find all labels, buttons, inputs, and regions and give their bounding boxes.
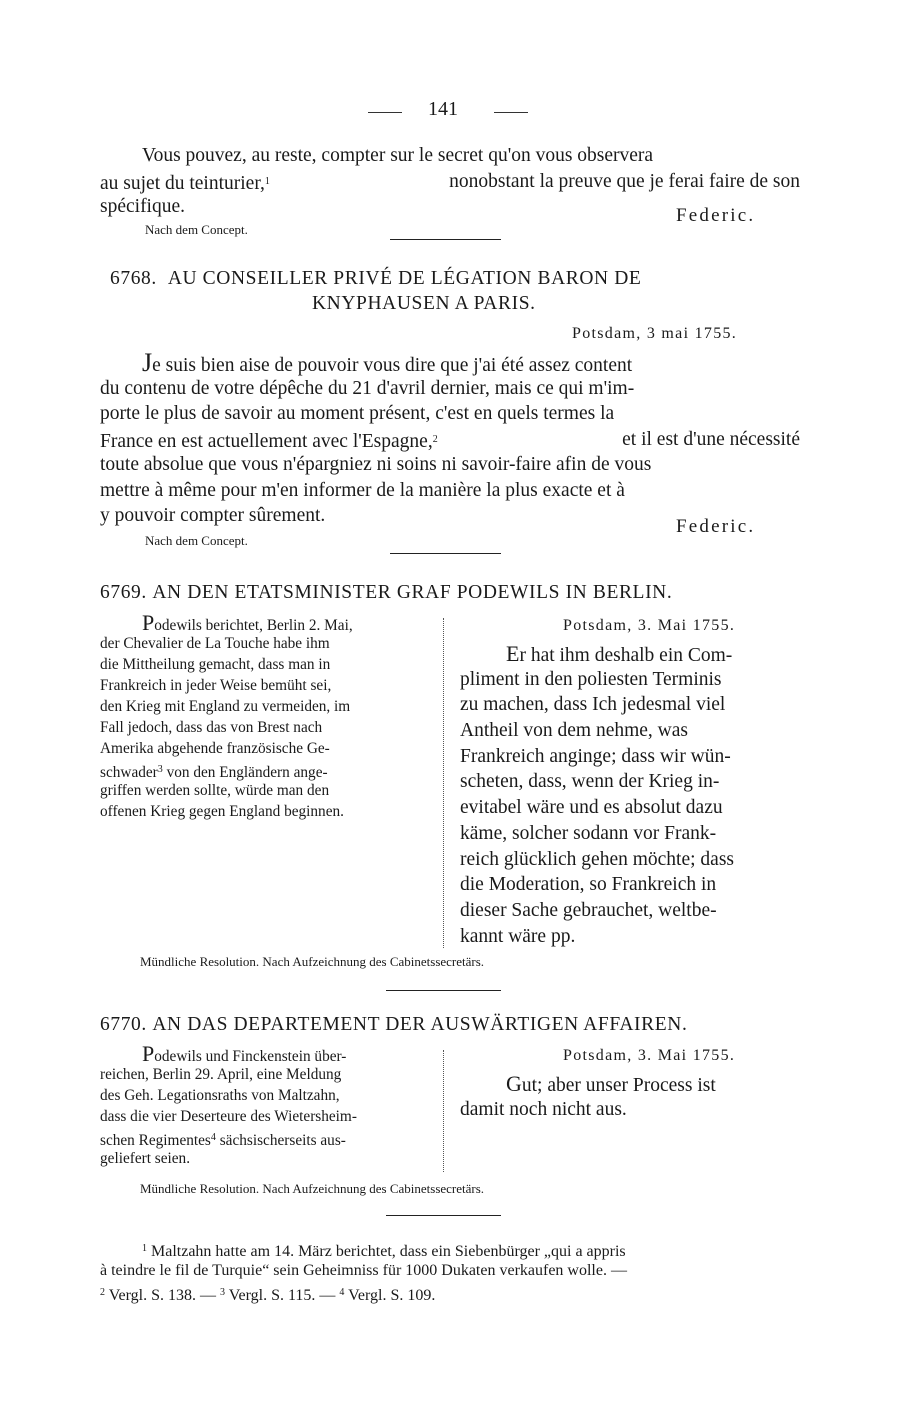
footnote-number: 2: [100, 1287, 105, 1298]
paragraph-line: e suis bien aise de pouvoir vous dire que j'ai été assez content: [152, 355, 633, 376]
footnote-line: Vergl. S. 109.: [348, 1287, 436, 1304]
signature: Federic.: [676, 516, 756, 537]
letter-heading: [110, 268, 641, 290]
letter-number: 6770.: [100, 1014, 147, 1035]
letter-title-line2: KNYPHAUSEN A PARIS.: [312, 293, 536, 314]
summary-line: der Chevalier de La Touche habe ihm: [100, 635, 330, 652]
paragraph-line: porte le plus de savoir au moment présent, c'est en quels termes la: [100, 403, 615, 424]
footnote-marker: 3: [157, 764, 163, 775]
resolution-column: [460, 641, 800, 949]
paragraph-line: toute absolue que vous n'épargniez ni soins ni savoir-faire afin de vous: [100, 454, 652, 475]
summary-column: [100, 1043, 432, 1169]
resolution-column: [460, 1071, 800, 1122]
summary-line: schen Regimentes: [100, 1132, 211, 1149]
section-divider: [386, 990, 501, 991]
resolution-line: pliment in den poliesten Terminis: [460, 668, 722, 690]
resolution-line: damit noch nicht aus.: [460, 1098, 627, 1120]
summary-column: [100, 612, 432, 822]
summary-line: griffen werden sollte, würde man den: [100, 782, 330, 799]
initial-letter: P: [142, 1041, 155, 1066]
footnote-line: Vergl. S. 138. —: [108, 1287, 216, 1304]
initial-letter: G: [506, 1071, 522, 1096]
section-divider: [390, 553, 501, 554]
paragraph-line: Vous pouvez, au reste, compter sur le secret qu'on vous observera: [142, 145, 654, 166]
letter-number: 6769.: [100, 582, 147, 603]
summary-line: den Krieg mit England zu vermeiden, im: [100, 698, 351, 715]
resolution-line: kannt wäre pp.: [460, 925, 576, 947]
page-number-dash-right: [494, 112, 528, 113]
footnote-line: à teindre le fil de Turquie“ sein Geheimniss für 1000 Dukaten verkaufen wolle. —: [100, 1262, 627, 1279]
letter-heading: [100, 582, 672, 604]
paragraph-line: mettre à même pour m'en informer de la manière la plus exacte et à: [100, 479, 625, 501]
summary-line: geliefert seien.: [100, 1150, 191, 1167]
summary-line: odewils berichtet, Berlin 2. Mai,: [154, 617, 353, 634]
summary-line: des Geh. Legationsraths von Maltzahn,: [100, 1087, 340, 1104]
column-separator: [443, 1050, 444, 1172]
summary-line: von den Engländern ange-: [166, 764, 328, 781]
resolution-line: reich glücklich gehen möchte; dass: [460, 848, 734, 870]
page-number-dash-left: [368, 112, 402, 113]
summary-line: Amerika abgehende französische Ge-: [100, 740, 330, 757]
summary-line: dass die vier Deserteure des Wietersheim-: [100, 1108, 357, 1125]
footnote-number: 3: [219, 1287, 225, 1298]
summary-line: schwader: [100, 764, 158, 781]
summary-line: offenen Krieg gegen England beginnen.: [100, 803, 344, 820]
resolution-line: Antheil von dem nehme, was: [460, 720, 688, 742]
summary-line: Fall jedoch, dass das von Brest nach: [100, 719, 323, 736]
paragraph-line: du contenu de votre dépêche du 21 d'avril dernier, mais ce qui m'im-: [100, 377, 635, 399]
summary-line: reichen, Berlin 29. April, eine Meldung: [100, 1066, 342, 1083]
footnote-number: 4: [339, 1287, 345, 1298]
page-number-row: [368, 98, 528, 128]
summary-line: die Mittheilung gemacht, dass man in: [100, 656, 331, 673]
resolution-line: käme, solcher sodann vor Frank-: [460, 822, 717, 844]
paragraph-line: nonobstant la preuve que je ferai faire de son: [449, 170, 800, 192]
resolution-line: r hat ihm deshalb ein Com-: [519, 645, 733, 666]
resolution-line: evitabel wäre und es absolut dazu: [460, 797, 723, 819]
letter-body: [100, 350, 800, 529]
summary-line: odewils und Finckenstein über-: [154, 1048, 347, 1065]
footnotes: [100, 1238, 800, 1304]
letter-heading: [100, 1014, 687, 1036]
source-note: Nach dem Concept.: [145, 533, 248, 548]
letter-title: AN DEN ETATSMINISTER GRAF PODEWILS IN BERLIN.: [152, 582, 673, 603]
initial-letter: J: [142, 348, 153, 377]
section-divider: [390, 239, 501, 240]
footnote-line: Vergl. S. 115. —: [228, 1287, 336, 1304]
signature: Federic.: [676, 205, 756, 226]
paragraph-line: France en est actuellement avec l'Espagne,: [100, 430, 433, 452]
column-separator: [443, 618, 444, 948]
resolution-line: die Moderation, so Frankreich in: [460, 874, 717, 896]
resolution-line: zu machen, dass Ich jedesmal viel: [460, 694, 726, 716]
section-divider: [386, 1215, 501, 1216]
paragraph-line: au sujet du teinturier,: [100, 172, 265, 194]
place-date: Potsdam, 3. Mai 1755.: [563, 617, 736, 634]
source-note: Mündliche Resolution. Nach Aufzeichnung des Cabinetssecretärs.: [140, 954, 485, 969]
source-note: Mündliche Resolution. Nach Aufzeichnung des Cabinetssecretärs.: [140, 1181, 485, 1196]
paragraph-line: y pouvoir compter sûrement.: [100, 505, 326, 526]
initial-letter: E: [506, 641, 520, 666]
footnote-marker: 4: [210, 1132, 216, 1143]
footnote-marker: 1: [264, 175, 270, 187]
paragraph-line: et il est d'une nécessité: [622, 428, 800, 450]
page-number: 141: [428, 98, 458, 120]
summary-line: Frankreich in jeder Weise bemüht sei,: [100, 677, 332, 694]
letter-title-line1: AU CONSEILLER PRIVÉ DE LÉGATION BARON DE: [167, 268, 642, 289]
footnote-number: 1: [142, 1243, 147, 1254]
place-date: Potsdam, 3 mai 1755.: [572, 325, 738, 342]
resolution-line: Frankreich anginge; dass wir wün-: [460, 745, 731, 767]
source-note: Nach dem Concept.: [145, 222, 248, 237]
resolution-line: ut; aber unser Process ist: [521, 1075, 716, 1096]
paragraph-line: spécifique.: [100, 196, 186, 217]
letter-title: AN DAS DEPARTEMENT DER AUSWÄRTIGEN AFFAIREN.: [152, 1014, 688, 1035]
initial-letter: P: [142, 610, 155, 635]
resolution-line: scheten, dass, wenn der Krieg in-: [460, 771, 720, 793]
letter-number: 6768.: [110, 268, 157, 289]
footnote-line: Maltzahn hatte am 14. März berichtet, dass ein Siebenbürger „qui a appris: [151, 1243, 626, 1260]
footnote-marker: 2: [432, 433, 438, 445]
place-date: Potsdam, 3. Mai 1755.: [563, 1047, 736, 1064]
summary-line: sächsischerseits aus-: [219, 1132, 346, 1149]
resolution-line: dieser Sache gebrauchet, weltbe-: [460, 899, 717, 921]
